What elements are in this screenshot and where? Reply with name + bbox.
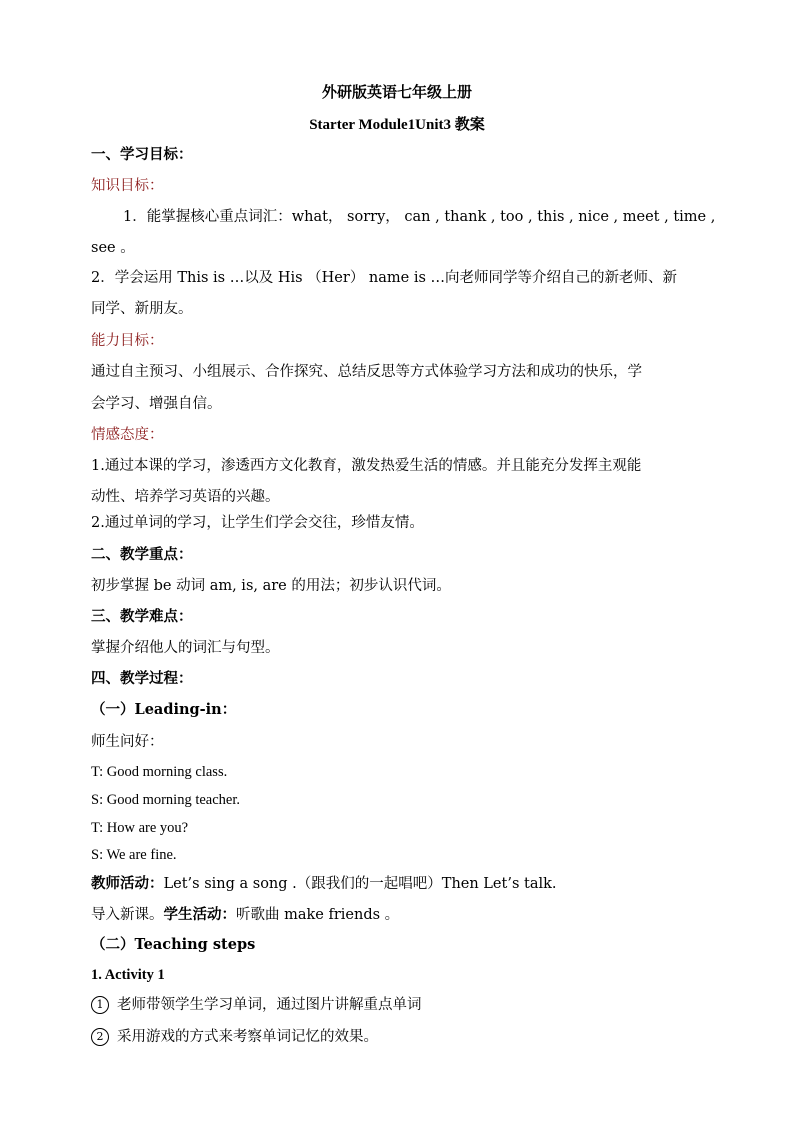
student-activity-line bbox=[91, 905, 399, 925]
step-leading-in-title: （一）Leading-in： bbox=[91, 701, 237, 718]
knowledge-item-1: 1．能掌握核心重点词汇：what， sorry， can , thank , too , this , nice , meet , time , bbox=[123, 209, 716, 225]
activity-item-2 bbox=[91, 1027, 378, 1047]
key-points-text: 初步掌握 be 动词 am, is, are 的用法；初步认识代词。 bbox=[91, 578, 451, 594]
ability-text: 通过自主预习、小组展示、合作探究、总结反思等方式体验学习方法和成功的快乐，学 bbox=[91, 364, 642, 380]
knowledge-item-1-cont: see 。 bbox=[91, 240, 135, 256]
step-teaching-steps-title: （二）Teaching steps bbox=[91, 936, 256, 953]
dialogue-line-4: S: We are fine. bbox=[91, 847, 177, 863]
student-activity-text: 听歌曲 make friends 。 bbox=[236, 907, 400, 923]
teacher-activity-label: 教师活动： bbox=[91, 875, 164, 892]
emotion-goals-label: 情感态度： bbox=[91, 427, 164, 443]
activity-item-1-text: 老师带领学生学习单词，通过图片讲解重点单词 bbox=[117, 997, 422, 1013]
activity-item-2-text: 采用游戏的方式来考察单词记忆的效果。 bbox=[117, 1029, 378, 1045]
section-heading-difficulties: 三、教学难点： bbox=[91, 608, 193, 625]
knowledge-goals-label: 知识目标： bbox=[91, 178, 164, 194]
section-heading-objectives: 一、学习目标： bbox=[91, 146, 193, 163]
ability-goals-label: 能力目标： bbox=[91, 333, 164, 349]
dialogue-line-1: T: Good morning class. bbox=[91, 764, 228, 780]
teacher-activity-text: Let’s sing a song .（跟我们的一起唱吧）Then Let’s talk. bbox=[163, 876, 557, 892]
dialogue-line-3: T: How are you? bbox=[91, 820, 189, 836]
activity-1-heading: 1. Activity 1 bbox=[91, 967, 165, 983]
knowledge-item-2: 2．学会运用 This is …以及 His （Her） name is …向老师同学等介绍自己的新老师、新 bbox=[91, 270, 678, 286]
circled-number-1: 1 bbox=[91, 996, 109, 1014]
teacher-activity-line bbox=[91, 874, 557, 894]
dialogue-line-2: S: Good morning teacher. bbox=[91, 792, 241, 808]
activity-item-1 bbox=[91, 995, 422, 1015]
intro-text: 导入新课。 bbox=[91, 907, 164, 923]
student-activity-label: 学生活动： bbox=[163, 906, 236, 923]
greeting-label: 师生问好： bbox=[91, 734, 164, 750]
emotion-item-2: 2.通过单词的学习，让学生们学会交往，珍惜友情。 bbox=[91, 515, 424, 531]
emotion-item-1: 1.通过本课的学习，渗透西方文化教育，激发热爱生活的情感。并且能充分发挥主观能 bbox=[91, 458, 642, 474]
ability-text-cont: 会学习、增强自信。 bbox=[91, 396, 222, 412]
document-subtitle: Starter Module1Unit3 教案 bbox=[309, 117, 485, 133]
knowledge-item-2-cont: 同学、新朋友。 bbox=[91, 301, 193, 317]
section-heading-process: 四、教学过程： bbox=[91, 670, 193, 687]
difficulties-text: 掌握介绍他人的词汇与句型。 bbox=[91, 640, 280, 656]
circled-number-2: 2 bbox=[91, 1028, 109, 1046]
document-title: 外研版英语七年级上册 bbox=[321, 83, 472, 101]
section-heading-key-points: 二、教学重点： bbox=[91, 546, 193, 563]
emotion-item-1-cont: 动性、培养学习英语的兴趣。 bbox=[91, 489, 280, 505]
